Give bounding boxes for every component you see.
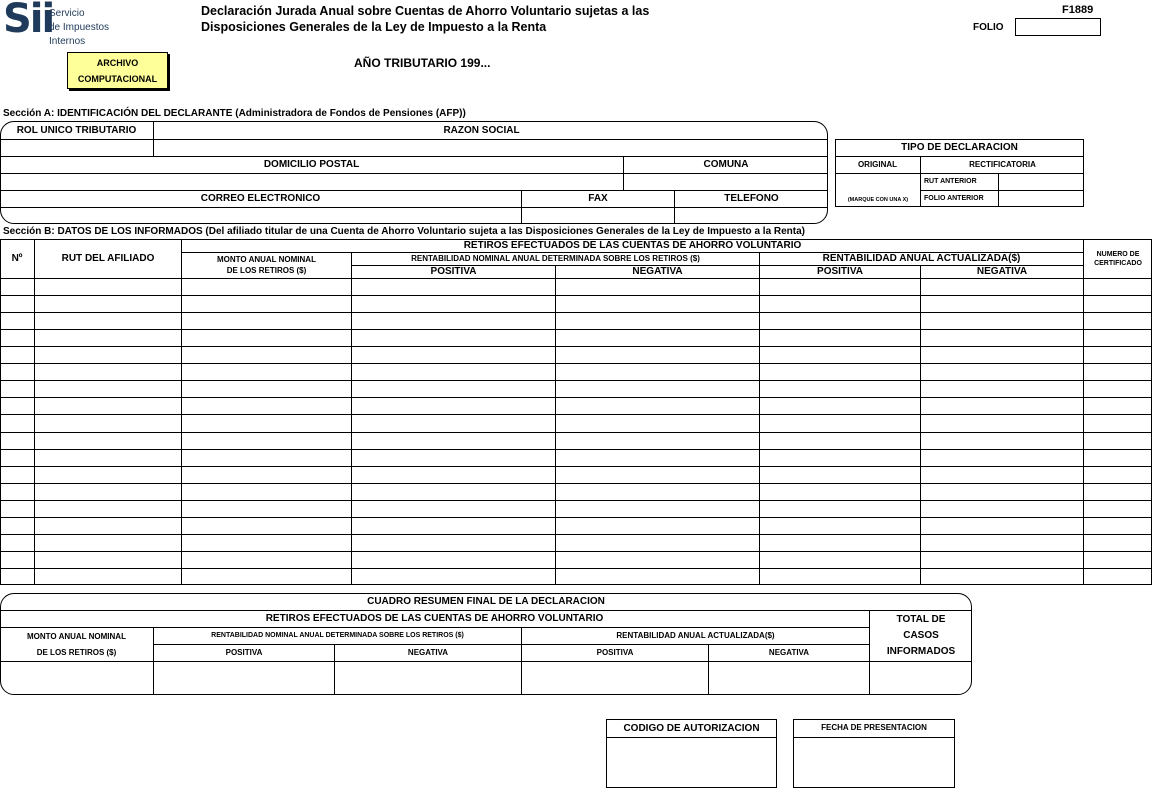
fax-label: FAX bbox=[588, 193, 608, 205]
table-cell-numero[interactable] bbox=[1, 569, 34, 585]
table-cell-nominal-positiva[interactable] bbox=[352, 467, 555, 483]
table-cell-nominal-negativa[interactable] bbox=[556, 398, 759, 414]
table-cell-numero-certificado[interactable] bbox=[1084, 330, 1152, 346]
section-b-title: Sección B: DATOS DE LOS INFORMADOS (Del afiliado titular de una Cuenta de Ahorro Voluntario sujeta a las Disposiciones Generales de la Ley de Impuesto a la Renta) bbox=[3, 226, 806, 237]
resumen-title: CUADRO RESUMEN FINAL DE LA DECLARACION bbox=[367, 596, 605, 608]
table-cell-numero[interactable] bbox=[1, 347, 34, 363]
table-cell-numero-certificado[interactable] bbox=[1084, 552, 1152, 568]
sii-logo-line-3: Internos bbox=[49, 36, 86, 47]
col-numero: Nº bbox=[11, 253, 23, 265]
table-cell-nominal-positiva[interactable] bbox=[352, 415, 555, 431]
table-cell-monto-anual[interactable] bbox=[182, 313, 351, 329]
table-cell-actualizada-negativa[interactable] bbox=[921, 467, 1083, 483]
table-cell-nominal-negativa[interactable] bbox=[556, 501, 759, 517]
table-cell-actualizada-positiva[interactable] bbox=[760, 381, 920, 397]
table-cell-nominal-positiva[interactable] bbox=[352, 501, 555, 517]
sii-logo-line-1: Servicio bbox=[49, 8, 85, 19]
resumen-total-casos bbox=[870, 611, 972, 661]
table-cell-actualizada-negativa[interactable] bbox=[921, 364, 1083, 380]
table-cell-numero[interactable] bbox=[1, 398, 34, 414]
table-cell-monto-anual[interactable] bbox=[182, 501, 351, 517]
table-cell-monto-anual[interactable] bbox=[182, 415, 351, 431]
table-cell-monto-anual[interactable] bbox=[182, 347, 351, 363]
resumen-nominal-positiva: POSITIVA bbox=[225, 647, 263, 657]
table-cell-nominal-positiva[interactable] bbox=[352, 484, 555, 500]
table-cell-numero[interactable] bbox=[1, 433, 34, 449]
table-cell-nominal-positiva[interactable] bbox=[352, 347, 555, 363]
table-row bbox=[0, 500, 1152, 517]
table-cell-nominal-positiva[interactable] bbox=[352, 433, 555, 449]
table-row bbox=[0, 312, 1152, 329]
table-cell-actualizada-positiva[interactable] bbox=[760, 518, 920, 534]
resumen-monto-line-2: DE LOS RETIROS ($) bbox=[36, 647, 117, 657]
correo-field[interactable] bbox=[6, 208, 521, 223]
table-row bbox=[0, 278, 1152, 295]
table-cell-numero[interactable] bbox=[1, 381, 34, 397]
resumen-total-line-1: TOTAL DE bbox=[896, 614, 946, 625]
domicilio-label: DOMICILIO POSTAL bbox=[263, 159, 360, 171]
resumen-actualizada-negativa: NEGATIVA bbox=[768, 647, 810, 657]
table-cell-actualizada-negativa[interactable] bbox=[921, 552, 1083, 568]
table-cell-actualizada-positiva[interactable] bbox=[760, 313, 920, 329]
sii-logo-line-2: de Impuestos bbox=[49, 22, 110, 33]
table-cell-rut-afiliado[interactable] bbox=[35, 279, 181, 295]
table-cell-rut-afiliado[interactable] bbox=[35, 518, 181, 534]
table-cell-nominal-positiva[interactable] bbox=[352, 398, 555, 414]
table-cell-numero-certificado[interactable] bbox=[1084, 364, 1152, 380]
table-cell-actualizada-negativa[interactable] bbox=[921, 501, 1083, 517]
table-cell-rut-afiliado[interactable] bbox=[35, 364, 181, 380]
table-cell-numero-certificado[interactable] bbox=[1084, 433, 1152, 449]
table-row bbox=[0, 380, 1152, 397]
table-cell-numero[interactable] bbox=[1, 518, 34, 534]
table-cell-rut-afiliado[interactable] bbox=[35, 535, 181, 551]
resumen-actualizada-positiva-field[interactable] bbox=[522, 662, 708, 694]
table-row bbox=[0, 363, 1152, 380]
table-cell-numero-certificado[interactable] bbox=[1084, 296, 1152, 312]
table-row bbox=[0, 346, 1152, 363]
table-cell-actualizada-negativa[interactable] bbox=[921, 296, 1083, 312]
table-cell-nominal-negativa[interactable] bbox=[556, 279, 759, 295]
table-cell-monto-anual[interactable] bbox=[182, 381, 351, 397]
table-cell-nominal-positiva[interactable] bbox=[352, 330, 555, 346]
resumen-actualizada-positiva: POSITIVA bbox=[596, 647, 634, 657]
rut-field[interactable] bbox=[1, 140, 153, 156]
table-cell-actualizada-positiva[interactable] bbox=[760, 450, 920, 466]
table-cell-numero-certificado[interactable] bbox=[1084, 467, 1152, 483]
col-nominal-negativa: NEGATIVA bbox=[632, 266, 683, 278]
table-cell-actualizada-negativa[interactable] bbox=[921, 330, 1083, 346]
table-cell-rut-afiliado[interactable] bbox=[35, 501, 181, 517]
table-cell-nominal-negativa[interactable] bbox=[556, 313, 759, 329]
col-numero-certificado bbox=[1084, 240, 1152, 278]
resumen-monto-line-1: MONTO ANUAL NOMINAL bbox=[27, 632, 126, 642]
telefono-field[interactable] bbox=[675, 208, 821, 223]
table-cell-monto-anual[interactable] bbox=[182, 279, 351, 295]
col-rut-afiliado: RUT DEL AFILIADO bbox=[61, 253, 155, 265]
table-cell-monto-anual[interactable] bbox=[182, 484, 351, 500]
resumen-nominal-positiva-field[interactable] bbox=[154, 662, 334, 694]
table-row bbox=[0, 483, 1152, 500]
table-cell-actualizada-negativa[interactable] bbox=[921, 535, 1083, 551]
table-cell-numero[interactable] bbox=[1, 330, 34, 346]
table-cell-actualizada-positiva[interactable] bbox=[760, 467, 920, 483]
table-cell-nominal-positiva[interactable] bbox=[352, 552, 555, 568]
table-cell-numero-certificado[interactable] bbox=[1084, 518, 1152, 534]
table-cell-monto-anual[interactable] bbox=[182, 552, 351, 568]
table-cell-nominal-negativa[interactable] bbox=[556, 518, 759, 534]
table-cell-numero-certificado[interactable] bbox=[1084, 415, 1152, 431]
resumen-total-field[interactable] bbox=[870, 662, 964, 692]
resumen-nominal-negativa: NEGATIVA bbox=[407, 647, 449, 657]
col-actualizada-negativa: NEGATIVA bbox=[976, 266, 1028, 278]
codigo-autorizacion-label: CODIGO DE AUTORIZACION bbox=[623, 722, 760, 734]
table-cell-actualizada-positiva[interactable] bbox=[760, 279, 920, 295]
rut-anterior-label: RUT ANTERIOR bbox=[924, 178, 977, 185]
table-cell-nominal-positiva[interactable] bbox=[352, 296, 555, 312]
fecha-presentacion-field[interactable] bbox=[794, 738, 954, 787]
razon-social-field[interactable] bbox=[154, 140, 827, 156]
table-cell-actualizada-negativa[interactable] bbox=[921, 398, 1083, 414]
table-cell-actualizada-negativa[interactable] bbox=[921, 484, 1083, 500]
table-cell-nominal-negativa[interactable] bbox=[556, 381, 759, 397]
table-cell-actualizada-positiva[interactable] bbox=[760, 330, 920, 346]
form-title-line-2: Disposiciones Generales de la Ley de Impuesto a la Renta bbox=[201, 20, 547, 34]
table-cell-nominal-negativa[interactable] bbox=[556, 484, 759, 500]
table-cell-rut-afiliado[interactable] bbox=[35, 415, 181, 431]
resumen-nominal-negativa-field[interactable] bbox=[335, 662, 521, 694]
table-row bbox=[0, 568, 1152, 585]
table-cell-rut-afiliado[interactable] bbox=[35, 296, 181, 312]
table-cell-actualizada-negativa[interactable] bbox=[921, 415, 1083, 431]
table-cell-actualizada-positiva[interactable] bbox=[760, 347, 920, 363]
table-cell-numero[interactable] bbox=[1, 279, 34, 295]
original-hint: (MARQUE CON UNA X) bbox=[847, 196, 909, 203]
table-cell-actualizada-negativa[interactable] bbox=[921, 450, 1083, 466]
table-cell-nominal-negativa[interactable] bbox=[556, 296, 759, 312]
table-cell-nominal-positiva[interactable] bbox=[352, 535, 555, 551]
folio-anterior-label: FOLIO ANTERIOR bbox=[924, 195, 984, 202]
table-cell-monto-anual[interactable] bbox=[182, 518, 351, 534]
table-cell-nominal-negativa[interactable] bbox=[556, 347, 759, 363]
col-monto-anual bbox=[182, 253, 351, 278]
table-cell-numero-certificado[interactable] bbox=[1084, 501, 1152, 517]
resumen-actualizada-negativa-field[interactable] bbox=[709, 662, 869, 694]
col-cert-line-2: CERTIFICADO bbox=[1094, 260, 1142, 267]
retiros-group-title: RETIROS EFECTUADOS DE LAS CUENTAS DE AHORRO VOLUNTARIO bbox=[463, 240, 802, 252]
table-cell-numero-certificado[interactable] bbox=[1084, 484, 1152, 500]
table-cell-monto-anual[interactable] bbox=[182, 433, 351, 449]
table-cell-actualizada-positiva[interactable] bbox=[760, 398, 920, 414]
col-actualizada-positiva: POSITIVA bbox=[817, 266, 863, 278]
table-cell-numero[interactable] bbox=[1, 415, 34, 431]
sii-logo bbox=[3, 2, 123, 48]
table-cell-monto-anual[interactable] bbox=[182, 296, 351, 312]
table-cell-numero[interactable] bbox=[1, 296, 34, 312]
table-cell-actualizada-negativa[interactable] bbox=[921, 347, 1083, 363]
table-cell-nominal-positiva[interactable] bbox=[352, 518, 555, 534]
original-checkbox[interactable] bbox=[836, 174, 920, 196]
table-cell-actualizada-negativa[interactable] bbox=[921, 518, 1083, 534]
table-cell-rut-afiliado[interactable] bbox=[35, 347, 181, 363]
form-code: F1889 bbox=[1062, 4, 1094, 16]
table-cell-numero[interactable] bbox=[1, 450, 34, 466]
table-row bbox=[0, 329, 1152, 346]
table-cell-numero[interactable] bbox=[1, 552, 34, 568]
resumen-total-line-3: INFORMADOS bbox=[886, 646, 956, 657]
table-row bbox=[0, 534, 1152, 551]
table-cell-monto-anual[interactable] bbox=[182, 364, 351, 380]
table-cell-actualizada-negativa[interactable] bbox=[921, 313, 1083, 329]
table-cell-monto-anual[interactable] bbox=[182, 330, 351, 346]
table-cell-nominal-positiva[interactable] bbox=[352, 569, 555, 585]
table-cell-numero[interactable] bbox=[1, 501, 34, 517]
table-cell-nominal-negativa[interactable] bbox=[556, 433, 759, 449]
col-rent-nominal: RENTABILIDAD NOMINAL ANUAL DETERMINADA SOBRE LOS RETIROS ($) bbox=[411, 253, 700, 263]
table-cell-actualizada-positiva[interactable] bbox=[760, 552, 920, 568]
table-cell-numero-certificado[interactable] bbox=[1084, 347, 1152, 363]
table-row bbox=[0, 397, 1152, 414]
folio-anterior-field[interactable] bbox=[999, 191, 1083, 206]
table-cell-monto-anual[interactable] bbox=[182, 398, 351, 414]
table-cell-nominal-negativa[interactable] bbox=[556, 415, 759, 431]
table-cell-nominal-negativa[interactable] bbox=[556, 552, 759, 568]
domicilio-field[interactable] bbox=[1, 174, 623, 190]
table-cell-nominal-negativa[interactable] bbox=[556, 330, 759, 346]
table-row bbox=[0, 517, 1152, 534]
folio-input[interactable] bbox=[1015, 18, 1101, 36]
table-row bbox=[0, 466, 1152, 483]
resumen-monto-field[interactable] bbox=[8, 662, 153, 692]
table-cell-nominal-negativa[interactable] bbox=[556, 364, 759, 380]
tax-year: AÑO TRIBUTARIO 199... bbox=[354, 56, 491, 70]
col-rent-actualizada: RENTABILIDAD ANUAL ACTUALIZADA($) bbox=[822, 253, 1021, 265]
table-cell-numero-certificado[interactable] bbox=[1084, 450, 1152, 466]
table-cell-numero-certificado[interactable] bbox=[1084, 313, 1152, 329]
table-cell-rut-afiliado[interactable] bbox=[35, 313, 181, 329]
table-cell-nominal-negativa[interactable] bbox=[556, 467, 759, 483]
table-cell-actualizada-positiva[interactable] bbox=[760, 364, 920, 380]
col-monto-line-2: DE LOS RETIROS ($) bbox=[226, 265, 307, 275]
table-cell-actualizada-positiva[interactable] bbox=[760, 415, 920, 431]
resumen-rent-nominal: RENTABILIDAD NOMINAL ANUAL DETERMINADA SOBRE LOS RETIROS ($) bbox=[211, 632, 464, 640]
archivo-computacional-button[interactable] bbox=[67, 52, 168, 89]
table-cell-actualizada-positiva[interactable] bbox=[760, 433, 920, 449]
table-cell-nominal-positiva[interactable] bbox=[352, 313, 555, 329]
table-cell-rut-afiliado[interactable] bbox=[35, 330, 181, 346]
comuna-field[interactable] bbox=[624, 174, 827, 190]
archivo-button-line-2: COMPUTACIONAL bbox=[77, 74, 158, 84]
table-cell-nominal-negativa[interactable] bbox=[556, 569, 759, 585]
section-a-title: Sección A: IDENTIFICACIÓN DEL DECLARANTE (Administradora de Fondos de Pensiones (AFP)) bbox=[3, 108, 466, 119]
table-cell-nominal-positiva[interactable] bbox=[352, 279, 555, 295]
table-cell-numero[interactable] bbox=[1, 467, 34, 483]
folio-label: FOLIO bbox=[973, 22, 1004, 33]
table-row bbox=[0, 432, 1152, 449]
table-cell-rut-afiliado[interactable] bbox=[35, 381, 181, 397]
col-nominal-positiva: POSITIVA bbox=[430, 266, 477, 278]
table-cell-rut-afiliado[interactable] bbox=[35, 450, 181, 466]
tipo-declaracion-title: TIPO DE DECLARACION bbox=[901, 142, 1018, 154]
table-row bbox=[0, 449, 1152, 466]
table-cell-actualizada-negativa[interactable] bbox=[921, 381, 1083, 397]
table-cell-numero[interactable] bbox=[1, 364, 34, 380]
table-cell-actualizada-positiva[interactable] bbox=[760, 569, 920, 585]
table-row bbox=[0, 414, 1152, 431]
table-cell-numero[interactable] bbox=[1, 313, 34, 329]
table-cell-rut-afiliado[interactable] bbox=[35, 398, 181, 414]
col-monto-line-1: MONTO ANUAL NOMINAL bbox=[217, 254, 316, 264]
rectificatoria-label: RECTIFICATORIA bbox=[969, 159, 1036, 169]
table-cell-rut-afiliado[interactable] bbox=[35, 552, 181, 568]
resumen-rent-actualizada: RENTABILIDAD ANUAL ACTUALIZADA($) bbox=[616, 630, 775, 640]
table-cell-actualizada-negativa[interactable] bbox=[921, 279, 1083, 295]
table-cell-actualizada-positiva[interactable] bbox=[760, 484, 920, 500]
table-cell-numero[interactable] bbox=[1, 535, 34, 551]
table-cell-numero-certificado[interactable] bbox=[1084, 535, 1152, 551]
table-cell-actualizada-positiva[interactable] bbox=[760, 296, 920, 312]
table-cell-rut-afiliado[interactable] bbox=[35, 467, 181, 483]
table-cell-monto-anual[interactable] bbox=[182, 467, 351, 483]
comuna-label: COMUNA bbox=[703, 159, 749, 171]
table-cell-actualizada-negativa[interactable] bbox=[921, 569, 1083, 585]
telefono-label: TELEFONO bbox=[724, 193, 779, 205]
table-cell-monto-anual[interactable] bbox=[182, 535, 351, 551]
table-cell-nominal-negativa[interactable] bbox=[556, 450, 759, 466]
table-cell-rut-afiliado[interactable] bbox=[35, 433, 181, 449]
table-cell-numero-certificado[interactable] bbox=[1084, 398, 1152, 414]
table-cell-nominal-negativa[interactable] bbox=[556, 535, 759, 551]
rut-anterior-field[interactable] bbox=[999, 174, 1083, 190]
table-cell-nominal-positiva[interactable] bbox=[352, 381, 555, 397]
form-title-line-1: Declaración Jurada Anual sobre Cuentas de Ahorro Voluntario sujetas a las bbox=[201, 4, 650, 18]
original-label: ORIGINAL bbox=[857, 159, 898, 169]
fecha-presentacion-label: FECHA DE PRESENTACION bbox=[821, 723, 927, 733]
resumen-total-line-2: CASOS bbox=[903, 630, 939, 641]
table-cell-numero[interactable] bbox=[1, 484, 34, 500]
table-cell-nominal-positiva[interactable] bbox=[352, 364, 555, 380]
resumen-group-title: RETIROS EFECTUADOS DE LAS CUENTAS DE AHORRO VOLUNTARIO bbox=[265, 613, 604, 625]
table-cell-rut-afiliado[interactable] bbox=[35, 484, 181, 500]
fax-field[interactable] bbox=[522, 208, 674, 223]
table-cell-nominal-positiva[interactable] bbox=[352, 450, 555, 466]
table-cell-actualizada-positiva[interactable] bbox=[760, 501, 920, 517]
table-cell-numero-certificado[interactable] bbox=[1084, 381, 1152, 397]
table-cell-actualizada-positiva[interactable] bbox=[760, 535, 920, 551]
razon-social-label: RAZON SOCIAL bbox=[443, 124, 520, 136]
correo-label: CORREO ELECTRONICO bbox=[200, 193, 321, 205]
col-cert-line-1: NUMERO DE bbox=[1096, 250, 1140, 258]
table-cell-monto-anual[interactable] bbox=[182, 569, 351, 585]
table-cell-rut-afiliado[interactable] bbox=[35, 569, 181, 585]
archivo-button-line-1: ARCHIVO bbox=[96, 58, 139, 68]
resumen-monto-label bbox=[0, 628, 153, 661]
table-cell-actualizada-negativa[interactable] bbox=[921, 433, 1083, 449]
table-row bbox=[0, 551, 1152, 568]
codigo-autorizacion-field[interactable] bbox=[607, 738, 776, 787]
sii-logo-mark: Sii bbox=[3, 0, 54, 42]
table-cell-numero-certificado[interactable] bbox=[1084, 569, 1152, 585]
table-cell-monto-anual[interactable] bbox=[182, 450, 351, 466]
table-cell-numero-certificado[interactable] bbox=[1084, 279, 1152, 295]
rut-label: ROL UNICO TRIBUTARIO bbox=[16, 124, 137, 136]
table-row bbox=[0, 295, 1152, 312]
